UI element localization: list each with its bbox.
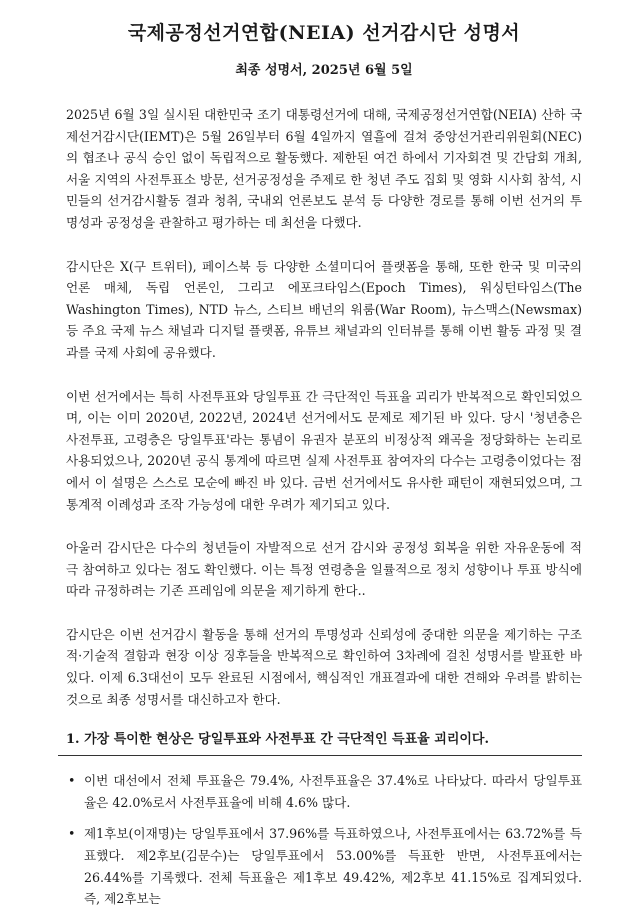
paragraph-intro: 2025년 6월 3일 실시된 대한민국 조기 대통령선거에 대해, 국제공정선거연합(NEIA) 산하 국제선거감시단(IEMT)은 5월 26일부터 6월 4일까지 열흘에 걸쳐 중앙선거관리위원회(NEC)의 협조나 공식 승인 없이 독립적으로 활동했다. 제한된 여건 하에서 기자회견 및 간담회 개최, 서울 지역의 사전투표소 방문, 선거공정성을 주제로 한 청년 주도 집회 및 영화 시사회 참석, 시민들의 선거감시활동 결과 청취, 국내외 언론보도 분석 등 다양한 경로를 통해 이번 선거의 투명성과 공정성을 관찰하고 평가하는 데 최선을 다했다.: [66, 107, 582, 230]
paragraph-final-statement: 감시단은 이번 선거감시 활동을 통해 선거의 투명성과 신뢰성에 중대한 의문을 제기하는 구조적·기술적 결함과 현장 이상 징후들을 반복적으로 확인하여 3차례에 걸친 성명서를 발표한 바 있다. 이제 6.3대선이 모두 완료된 시점에서, 핵심적인 개표결과에 대한 견해와 우려를 밝히는 것으로 최종 성명서를 대신하고자 한다.: [66, 626, 582, 707]
section-heading-1: 1. 가장 특이한 현상은 당일투표와 사전투표 간 극단적인 득표율 괴리이다.: [58, 730, 582, 756]
paragraph-media: 감시단은 X(구 트위터), 페이스북 등 다양한 소셜미디어 플랫폼을 통해, 또한 한국 및 미국의 언론 매체, 독립 언론인, 그리고 에포크타임스(Epoch Times), 워싱턴타임스(The Washington Times), NTD 뉴스, 스티브 배넌의 워룸(War Room), 뉴스맥스(Newsmax) 등 주요 국제 뉴스 채널과 디지털 플랫폼, 유튜브 채널과의 인터뷰를 통해 이번 활동 과정 및 결과를 국제 사회에 공유했다.: [66, 258, 582, 360]
document-subtitle: 최종 성명서, 2025년 6월 5일: [235, 63, 413, 78]
list-item: [66, 770, 582, 813]
bullet-icon: •: [68, 773, 76, 789]
paragraph-youth: 아울러 감시단은 다수의 청년들이 자발적으로 선거 감시와 공정성 회복을 위한 자유운동에 적극 참여하고 있다는 점도 확인했다. 이는 특정 연령층을 일률적으로 정치 성향이나 투표 방식에 따라 규정하려는 기존 프레임에 의문을 제기하게 한다..: [66, 540, 582, 599]
bullet-text: 제1후보(이재명)는 당일투표에서 37.96%를 득표하였으나, 사전투표에서는 63.72%를 득표했다. 제2후보(김문수)는 당일투표에서 53.00%를 득표한 반면, 사전투표에서는 26.44%를 기록했다. 전체 득표율은 제1후보 49.42%, 제2후보 41.15%로 집계되었다. 즉, 제2후보는: [84, 826, 582, 907]
bullet-text: 이번 대선에서 전체 투표율은 79.4%, 사전투표율은 37.4%로 나타났다. 따라서 당일투표율은 42.0%로서 사전투표율에 비해 4.6% 많다.: [84, 773, 582, 810]
paragraph-vote-gap: 이번 선거에서는 특히 사전투표와 당일투표 간 극단적인 득표율 괴리가 반복적으로 확인되었으며, 이는 이미 2020년, 2022년, 2024년 선거에서도 문제로 제기된 바 있다. 당시 '청년층은 사전투표, 고령층은 당일투표'라는 통념이 유권자 분포의 비정상적 왜곡을 정당화하는 논리로 사용되었으나, 2020년 공식 통계에 따르면 실제 사전투표 참여자의 다수는 고령층이었다는 점에서 이 설명은 스스로 모순에 빠진 바 있다. 금번 선거에서도 유사한 패턴이 재현되었으며, 그 통계적 이례성과 조작 가능성에 대한 우려가 제기되고 있다.: [66, 388, 582, 512]
section-1-bullet-list: [66, 770, 582, 910]
list-item: [66, 823, 582, 909]
bullet-icon: •: [68, 826, 76, 842]
document-title: 국제공정선거연합(NEIA) 선거감시단 성명서: [127, 22, 521, 44]
